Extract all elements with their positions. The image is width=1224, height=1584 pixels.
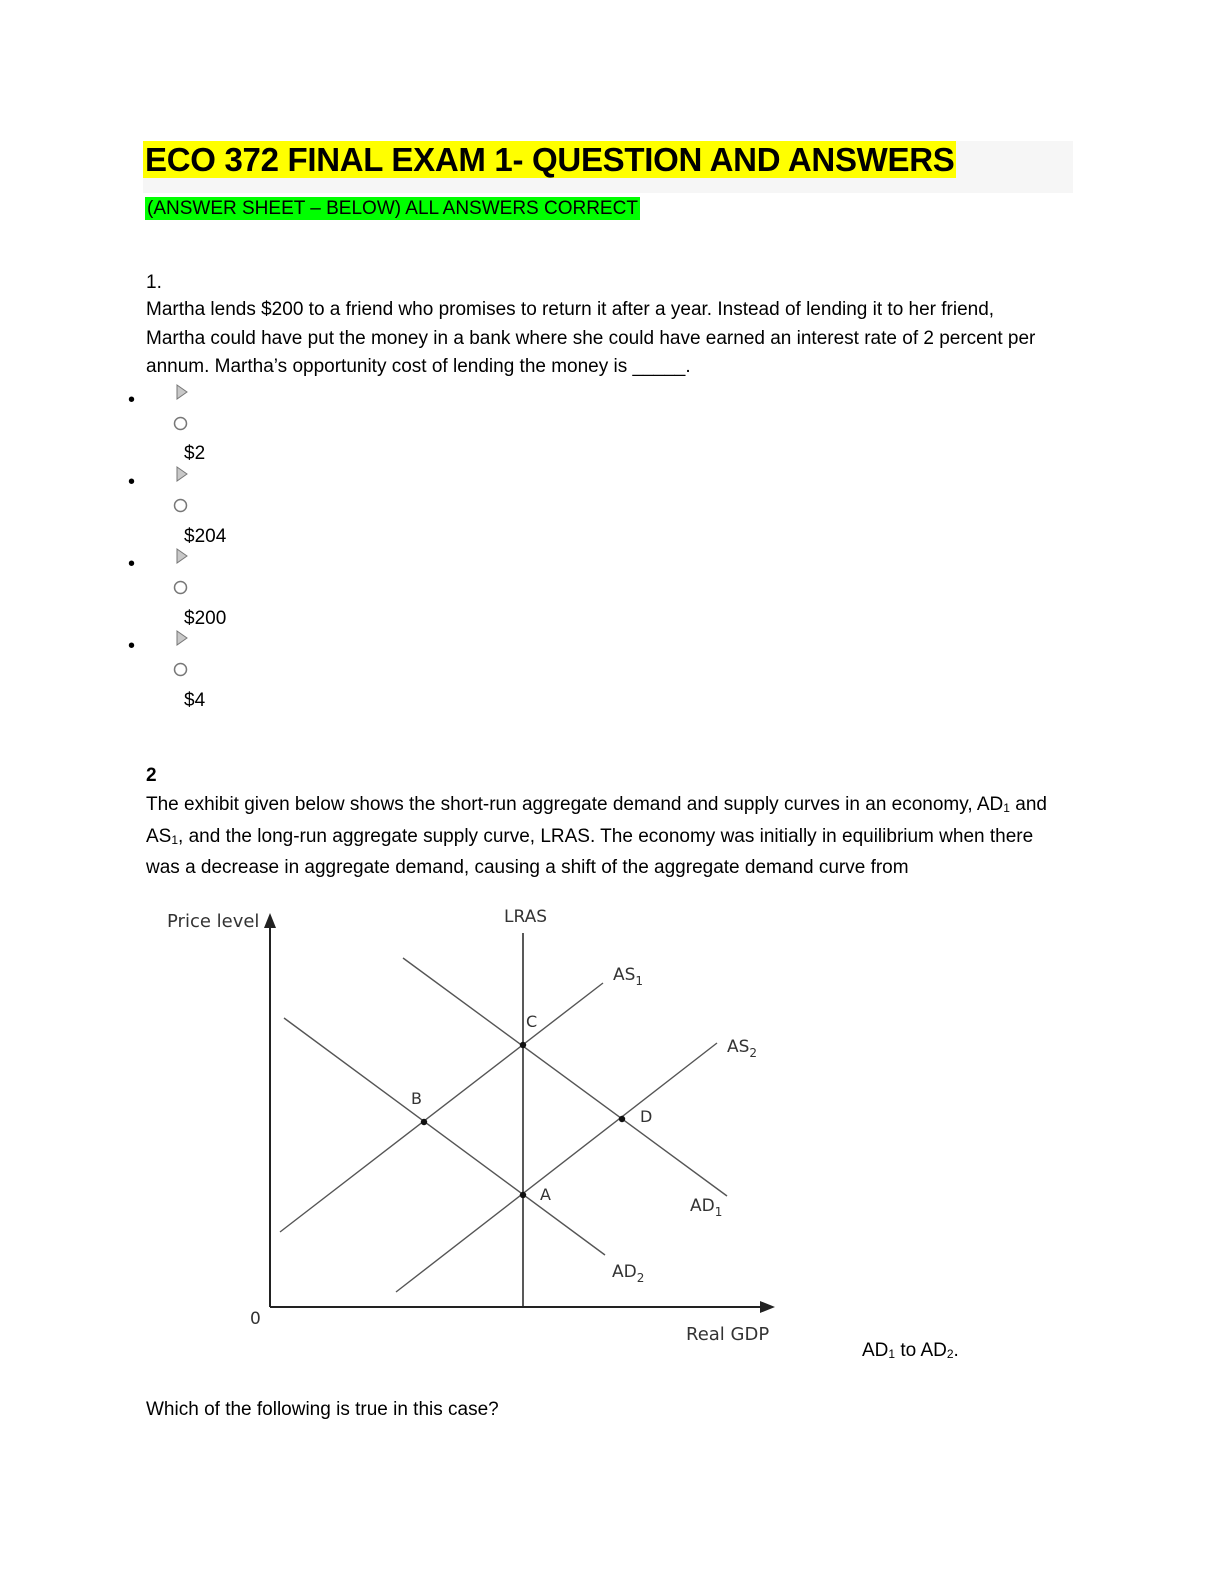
point-a-label: A bbox=[540, 1185, 551, 1204]
option-label: $4 bbox=[184, 690, 206, 711]
radio-icon[interactable] bbox=[173, 662, 188, 677]
x-axis-arrow-icon bbox=[760, 1301, 775, 1313]
radio-icon[interactable] bbox=[173, 580, 188, 595]
point-b-label: B bbox=[411, 1089, 422, 1108]
point-d-label: D bbox=[640, 1107, 653, 1126]
lras-label: LRAS bbox=[504, 907, 548, 927]
bullet-icon: • bbox=[128, 389, 136, 411]
triangle-icon bbox=[175, 384, 189, 400]
radio-icon[interactable] bbox=[173, 498, 188, 513]
as1-label: $AS_1$ bbox=[613, 965, 644, 988]
as1-curve bbox=[280, 983, 603, 1232]
point-c-label: C bbox=[526, 1012, 538, 1031]
origin-label: 0 bbox=[250, 1309, 261, 1329]
x-axis-label: Real GDP bbox=[686, 1324, 770, 1345]
question-2-text: The exhibit given below shows the short-run aggregate demand and supply curves in an economy, AD1 and AS1, and the long-run aggregate supply curve, LRAS. The economy was initially in equilibrium when there was a decrease in aggregate demand, causing a shift of the aggregate demand curve from bbox=[146, 794, 1047, 878]
as2-curve bbox=[396, 1043, 717, 1292]
shift-tail-text: AD1 to AD2. bbox=[862, 1340, 959, 1361]
as2-label: $AS_2$ bbox=[727, 1037, 758, 1060]
option-label: $200 bbox=[184, 608, 227, 629]
triangle-icon bbox=[175, 466, 189, 482]
y-axis-arrow-icon bbox=[264, 913, 276, 928]
ad2-label: $AD_2$ bbox=[612, 1262, 645, 1285]
aggregate-supply-demand-diagram bbox=[160, 895, 790, 1355]
option-label: $204 bbox=[184, 526, 227, 547]
option-label: $2 bbox=[184, 443, 206, 464]
point-d-dot bbox=[619, 1116, 625, 1122]
bullet-icon: • bbox=[128, 553, 136, 575]
answer-sheet-note: (ANSWER SHEET – BELOW) ALL ANSWERS CORRECT bbox=[147, 198, 638, 219]
page-title: ECO 372 FINAL EXAM 1- QUESTION AND ANSWERS bbox=[145, 141, 955, 178]
ad2-curve bbox=[284, 1018, 605, 1255]
point-a-dot bbox=[520, 1192, 526, 1198]
ad1-label: $AD_1$ bbox=[690, 1196, 723, 1219]
bullet-icon: • bbox=[128, 635, 136, 657]
triangle-icon bbox=[175, 630, 189, 646]
question-1-number: 1. bbox=[146, 272, 162, 293]
question-2-number: 2 bbox=[146, 765, 157, 786]
radio-icon[interactable] bbox=[173, 416, 188, 431]
triangle-icon bbox=[175, 548, 189, 564]
y-axis-label: Price level bbox=[167, 911, 260, 932]
point-b-dot bbox=[421, 1119, 427, 1125]
bullet-icon: • bbox=[128, 471, 136, 493]
question-1-text: Martha lends $200 to a friend who promises to return it after a year. Instead of lending it to her friend, Martha could have put the money in a bank where she could have earned an interest rate of 2 percent per annum. Martha’s opportunity cost of lending the money is _____. bbox=[146, 299, 1036, 377]
point-c-dot bbox=[520, 1042, 526, 1048]
question-2-prompt: Which of the following is true in this case? bbox=[146, 1399, 499, 1420]
